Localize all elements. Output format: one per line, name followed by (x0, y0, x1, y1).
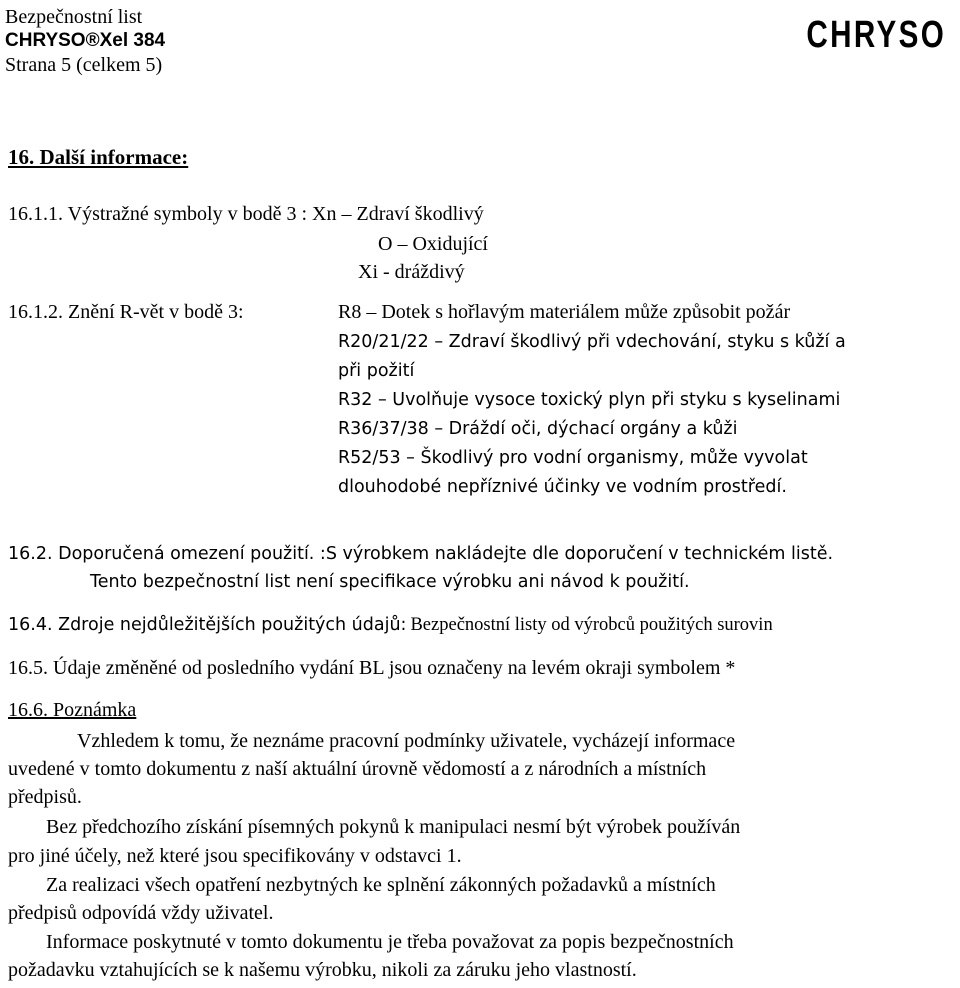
hazard-symbols-label: 16.1.1. Výstražné symboly v bodě 3 : Xn – Zdraví škodlivý (8, 203, 484, 225)
r-phrase: R32 – Uvolňuje vysoce toxický plyn při styku s kyselinami (338, 390, 841, 410)
usage-restrictions-note: Tento bezpečnostní list není specifikace výrobku ani návod k použití. (90, 572, 690, 592)
r-phrase: při požití (338, 361, 415, 381)
remark-paragraph: uvedené v tomto dokumentu z naší aktuální úrovně vědomostí a z národních a místních (8, 758, 707, 780)
r-phrases-label: 16.1.2. Znění R-vět v bodě 3: (8, 301, 244, 323)
remark-paragraph: pro jiné účely, než které jsou specifikovány v odstavci 1. (8, 845, 462, 867)
section-title: 16. Další informace: (8, 145, 189, 169)
product-name: CHRYSO®Xel 384 (5, 30, 166, 51)
hazard-symbol-irritant: Xi - dráždivý (358, 261, 465, 283)
r-phrase: R36/37/38 – Dráždí oči, dýchací orgány a kůži (338, 419, 738, 439)
remark-paragraph: Bez předchozího získání písemných pokynů k manipulaci nesmí být výrobek používán (46, 816, 741, 838)
remark-paragraph: předpisů. (8, 786, 82, 808)
document-type: Bezpečnostní list (5, 6, 143, 28)
usage-restrictions: 16.2. Doporučená omezení použití. :S výrobkem nakládejte dle doporučení v technickém listě. (8, 544, 834, 564)
r-phrase: R52/53 – Škodlivý pro vodní organismy, může vyvolat (338, 448, 808, 468)
page-number: Strana 5 (celkem 5) (5, 54, 163, 76)
remark-paragraph: požadavku vztahujících se k našemu výrobku, nikoli za záruku jeho vlastností. (8, 959, 637, 981)
remark-paragraph: Informace poskytnuté v tomto dokumentu je třeba považovat za popis bezpečnostních (46, 931, 734, 953)
remark-paragraph: předpisů odpovídá vždy uživatel. (8, 902, 274, 924)
r-phrase: R8 – Dotek s hořlavým materiálem může způsobit požár (338, 301, 791, 323)
r-phrase: R20/21/22 – Zdraví škodlivý při vdechování, styku s kůží a (338, 332, 846, 352)
hazard-symbol-oxidizing: O – Oxidující (378, 233, 488, 255)
chryso-logo: CHRYSO (806, 14, 946, 56)
changes-note: 16.5. Údaje změněné od posledního vydání BL jsou označeny na levém okraji symbolem * (8, 657, 736, 679)
data-sources-value: Bezpečnostní listy od výrobců použitých surovin (410, 615, 773, 635)
remark-paragraph: Za realizaci všech opatření nezbytných ke splnění zákonných požadavků a místních (46, 874, 716, 896)
r-phrase: dlouhodobé nepříznivé účinky ve vodním prostředí. (338, 477, 787, 497)
data-sources-label: 16.4. Zdroje nejdůležitějších použitých údajů: (8, 615, 407, 635)
remark-title: 16.6. Poznámka (8, 699, 137, 721)
data-sources (8, 615, 773, 636)
remark-paragraph: Vzhledem k tomu, že neznáme pracovní podmínky uživatele, vycházejí informace (77, 730, 736, 752)
